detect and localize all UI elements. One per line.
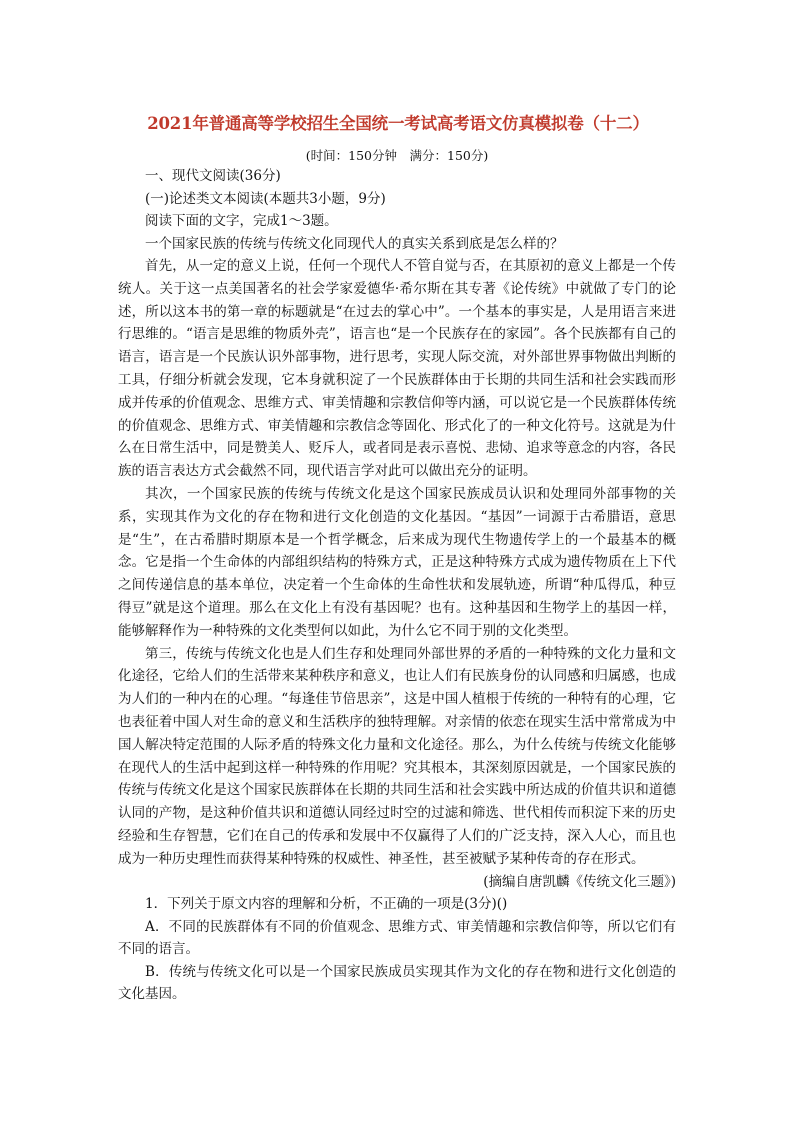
subsection-heading: (一)论述类文本阅读(本题共3小题，9分) xyxy=(145,190,386,207)
section-heading: 一、现代文阅读(36分) xyxy=(145,168,281,184)
passage-paragraph-3: 第三，传统与传统文化也是人们生存和处理同外部世界的矛盾的一种特殊的文化力量和文化途径，它给人们的生活带来某种秩序和意义，也让人们有民族身份的认同感和归属感，也成为人们的一种内在的心理。“每逢佳节倍思亲”，这是中国人植根于传统的一种特有的心理，它也表征着中国人对生命的意义和生活秩序的独特理解。对亲情的依恋在现实生活中常常成为中国人解决特定范围的人际矛盾的特殊文化力量和文化途径。那么，为什么传统与传统文化能够在现代人的生活中起到这样一种特殊的作用呢？究其根本，其深刻原因就是，一个国家民族的传统与传统文化是这个国家民族群体在长期的共同生活和社会实践中所达成的价值共识和道德认同的产物，是这种价值共识和道德认同经过时空的过滤和筛选、世代相传而积淀下来的历史经验和生存智慧，它们在自己的传承和发展中不仅赢得了人们的广泛支持，深入人心，而且也成为一种历史理性而获得某种特殊的权威性、神圣性，甚至被赋予某种传奇的存在形式。 xyxy=(118,645,676,867)
exam-meta: (时间：150分钟 满分：150分) xyxy=(305,148,489,163)
question-1-stem: 1．下列关于原文内容的理解和分析，不正确的一项是(3分)() xyxy=(145,896,508,913)
passage-paragraph-1: 首先，从一定的意义上说，任何一个现代人不管自觉与否，在其原初的意义上都是一个传统人。关于这一点美国著名的社会学家爱德华·希尔斯在其专著《论传统》中就做了专门的论述，所以这本书的第一章的标题就是“在过去的掌心中”。一个基本的事实是，人是用语言来进行思维的。“语言是思维的物质外壳”，语言也“是一个民族存在的家园”。各个民族都有自己的语言，语言是一个民族认识外部事物，进行思考，实现人际交流，对外部世界事物做出判断的工具，仔细分析就会发现，它本身就积淀了一个民族群体由于长期的共同生活和社会实践而形成并传承的价值观念、思维方式、审美情趣和宗教信仰等内涵，可以说它是一个民族群体传统的价值观念、思维方式、审美情趣和宗教信念等固化、形式化了的一种文化符号。这就是为什么在日常生活中，同是赞美人、贬斥人，或者同是表示喜悦、悲恸、追求等意念的内容，各民族的语言表达方式会截然不同，现代语言学对此可以做出充分的证明。 xyxy=(118,258,676,480)
reading-instruction: 阅读下面的文字，完成1～3题。 xyxy=(145,213,338,229)
question-1-option-b: B．传统与传统文化可以是一个国家民族成员实现其作为文化的存在物和进行文化创造的文化基因。 xyxy=(118,963,676,1003)
passage-paragraph-2: 其次，一个国家民族的传统与传统文化是这个国家民族成员认识和处理同外部事物的关系，实现其作为文化的存在物和进行文化创造的文化基因。“基因”一词源于古希腊语，意思是“生”，在古希腊时期原本是一个哲学概念，后来成为现代生物遗传学上的一个最基本的概念。它是指一个生命体的内部组织结构的特殊方式，正是这种特殊方式成为遗传物质在上下代之间传递信息的基本单位，决定着一个生命体的生命性状和发展轨迹，所谓“种瓜得瓜，种豆得豆”就是这个道理。那么在文化上有没有基因呢？也有。这种基因和生物学上的基因一样，能够解释作为一种特殊的文化类型何以如此，为什么它不同于别的文化类型。 xyxy=(118,485,676,639)
exam-title: 2021年普通高等学校招生全国统一考试高考语文仿真模拟卷（十二） xyxy=(147,114,649,133)
passage-question-intro: 一个国家民族的传统与传统文化同现代人的真实关系到底是怎么样的？ xyxy=(145,235,564,252)
passage-source: (摘编自唐凯麟《传统文化三题》) xyxy=(483,873,676,890)
question-1-option-a: A．不同的民族群体有不同的价值观念、思维方式、审美情趣和宗教信仰等，所以它们有不同的语言。 xyxy=(118,918,676,958)
exam-page xyxy=(118,100,676,1006)
